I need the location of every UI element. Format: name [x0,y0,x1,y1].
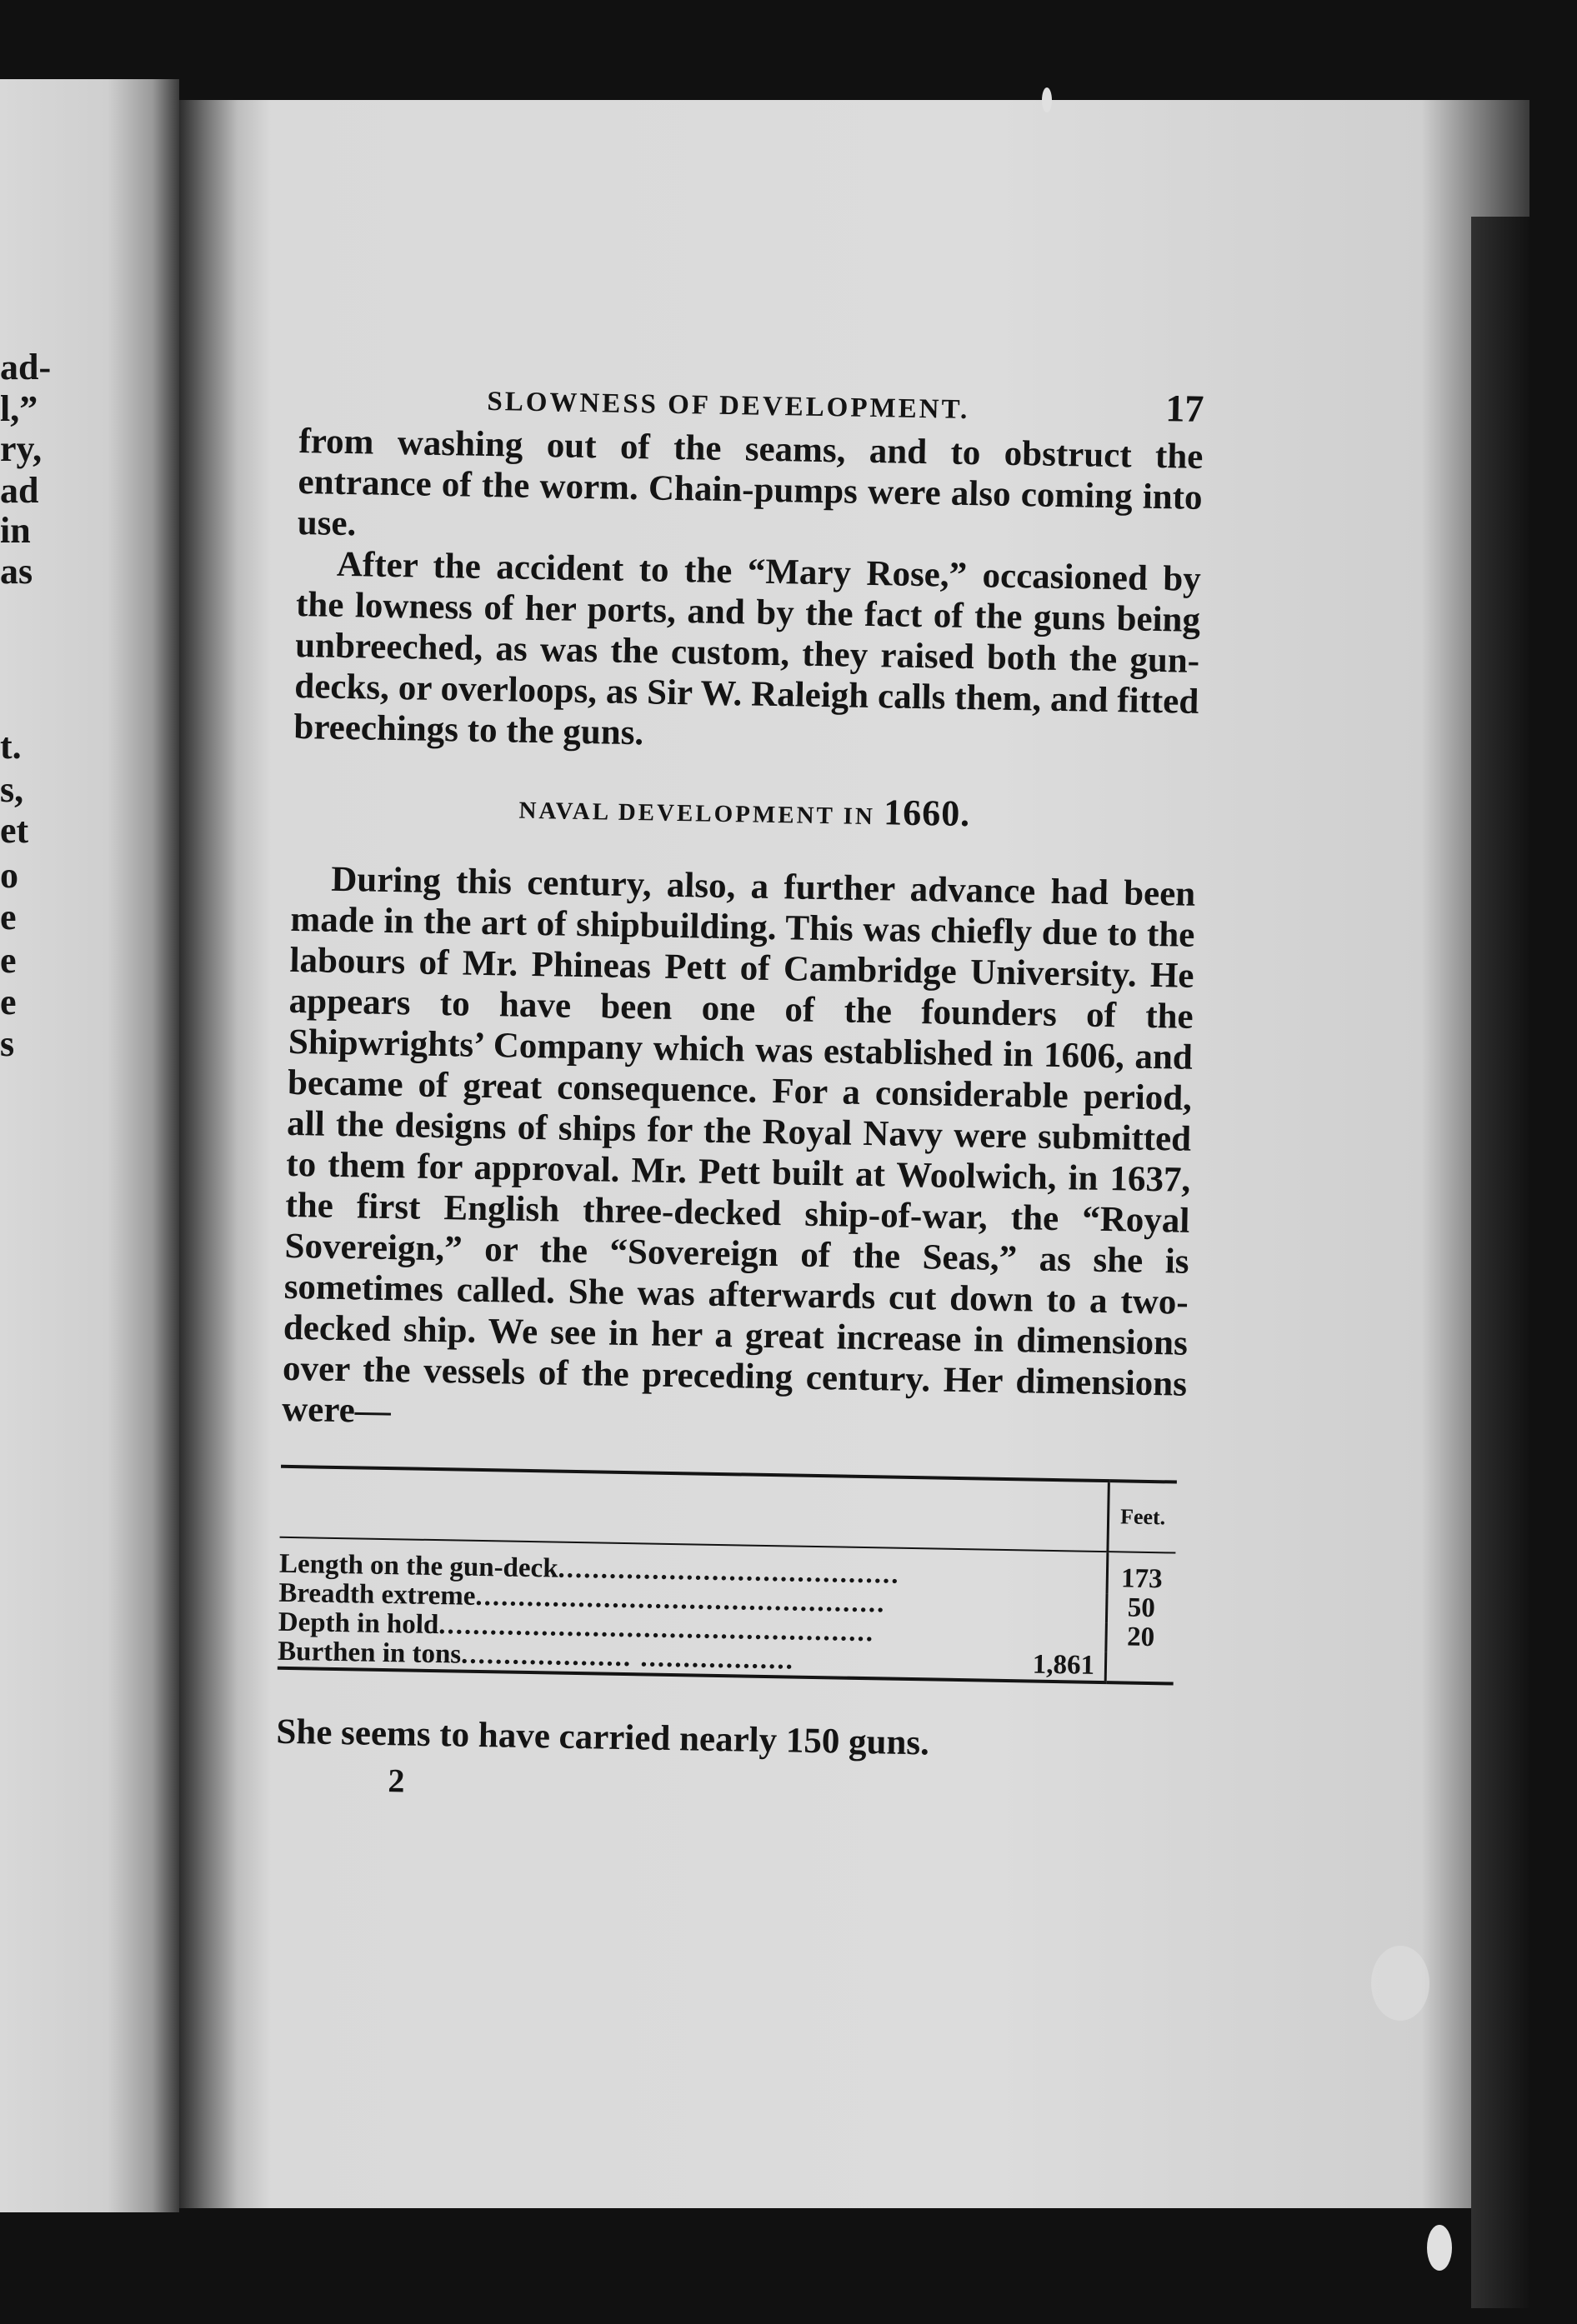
page-number: 17 [1164,387,1204,430]
left-fragment: s, [0,769,24,810]
left-fragment: e [0,940,17,981]
row-label: Burthen in tons [277,1636,462,1670]
scan-speck [1427,2225,1452,2271]
left-fragment: t. [0,726,22,767]
leader-dots: ................................................... [438,1610,875,1648]
leader-dots: ........................................ [558,1553,900,1590]
closing-note: She seems to have carried nearly 150 guns. [276,1712,930,1763]
paragraph-continued: from washing out of the seams, and to obstruct the entrance of the worm. Chain-pumps were also coming into use. [297,421,1204,544]
left-fragment: in [0,510,31,551]
left-fragment: e [0,897,17,937]
left-fragment: ry, [0,428,43,469]
left-fragment: ad- [0,347,52,387]
page-edge [1471,217,1529,2308]
row-feet: 20 [1106,1622,1174,1652]
row-label: Breadth extreme [278,1577,476,1612]
left-fragment: et [0,810,29,851]
dimensions-table [278,1465,1177,1691]
paragraph-mary-rose: After the accident to the “Mary Rose,” occasioned by the lowness of her ports, and by the fact of the guns being unbreeched, as was the custom, they raised both the gun-decks, or overloops, as Sir W. Raleigh calls them, and fitted breechings to the guns. [293,544,1202,753]
section-heading-year: 1660. [883,792,971,835]
scan-speck [1371,1946,1429,2021]
section-heading [293,781,1198,839]
left-fragment: as [0,551,33,592]
leader-dots: .................... .................. [460,1639,795,1676]
left-fragment: ad [0,470,39,511]
row-value: 1,861 [1032,1649,1095,1681]
section-heading-text: NAVAL DEVELOPMENT IN [518,797,876,831]
signature-mark: 2 [388,1762,405,1800]
paragraph-shipbuilding: During this century, also, a further advance had been made in the art of shipbuilding. This was chiefly due to the labours of Mr. Phineas Pett of Cambridge University. He appears to have been one of the founders of the Shipwrights’ Company which was established in 1606, and became of great consequence. For a considerable period, all the designs of ships for the Royal Navy were submitted to them for approval. Mr. Pett built at Woolwich, in 1637, the first English three-decked ship-of-war, the “Royal Sovereign,” or the “Sovereign of the Seas,” as she is sometimes called. She was afterwards cut down to a two-decked ship. We see in her a great increase in dimensions over the vessels of the preceding century. Her dimensions were— [281,859,1196,1432]
left-fragment: o [0,855,18,896]
row-label: Length on the gun-deck [278,1548,558,1584]
scan-speck [1042,87,1052,112]
row-feet [1105,1652,1174,1683]
running-title: SLOWNESS OF DEVELOPMENT. [487,386,970,426]
page-content [275,371,1204,1814]
leader-dots: ................................................ [475,1581,886,1619]
left-fragment: s [0,1023,15,1064]
table-header-feet: Feet. [1108,1481,1177,1552]
row-label: Depth in hold [278,1607,439,1641]
row-feet: 50 [1106,1593,1174,1623]
left-fragment: e [0,982,17,1022]
left-fragment: l,” [0,388,38,429]
row-feet: 173 [1107,1552,1175,1594]
